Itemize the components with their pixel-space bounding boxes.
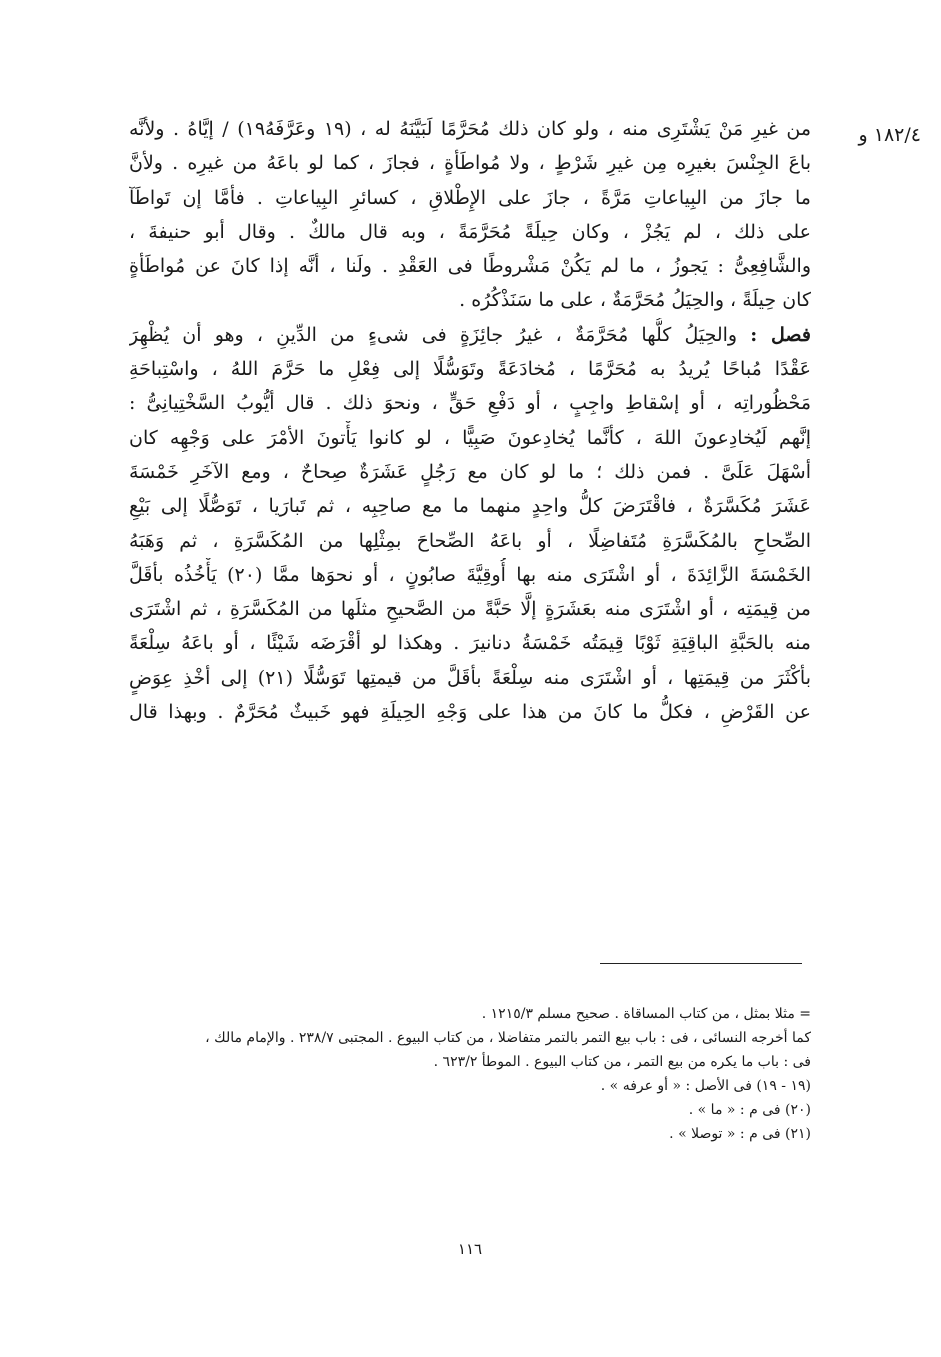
text-line: الخَمْسَةَ الزَّائِدَةَ ، أو اشْتَرَى منه بها أُوقِيَّةَ صابُونٍ ، أو نحوَها ممَّا (٢٠) يَأْخُذُه بأقَلَّ [129, 563, 811, 586]
footnote: (١٩ - ١٩) فى الأصل : « أو عرفه » . [600, 1078, 811, 1094]
text-line: والشَّافِعِىُّ : يَجوزُ ، ما لم يَكُنْ مَشْروطًا فى العَقْدِ . ولَنا ، أنَّه إذا كانَ عن مُواطَأةٍ [129, 255, 811, 278]
section-heading: فصل : [750, 323, 811, 346]
text-line: من قِيمَتِه ، أو اشْتَرَى منه بعَشَرَةٍ إلَّا حَبَّةً من الصَّحيحِ مثلَها من المُكَسَّرَةِ ، ثم اشْتَرَى [129, 598, 811, 621]
paragraph-2 [129, 318, 811, 730]
text-line-content: والحِيَلُ كلُّها مُحَرَّمَةٌ ، غيرُ جائِزَةٍ فى شىءٍ من الدِّينِ ، وهو أن يُظْهِرَ [129, 323, 738, 346]
footnote: (٢٠) فى م : « ما » . [688, 1102, 811, 1118]
paragraph-1 [129, 112, 811, 318]
text-line: كان حِيلَةً ، والحِيَلُ مُحَرَّمَةٌ ، على ما سَنَذْكُرُه . [459, 289, 811, 312]
footnotes [121, 1002, 811, 1146]
margin-reference: ١٨٢/٤ و [858, 124, 921, 146]
text-line: أسْهَلَ عَلَىَّ . فمن ذلك ؛ ما لو كان مع رَجُلٍ عَشَرَةٌ صِحاحٌ ، ومع الآخَرِ خَمْسَةَ [129, 460, 811, 483]
text-line: عَشَرَ مُكَسَّرَةٌ ، فاقْتَرَضَ كلُّ واحِدٍ منهما ما مع صاحِبِه ، ثم تَبارَيا ، تَوَصُّلًا إلى بَيْعِ [129, 495, 811, 518]
text-line: إنَّهم لَيُخادِعونَ اللهَ ، كأنَّما يُخادِعونَ صَبِيًّا ، لو كانوا يَأْتونَ الأمْرَ على وَجْهِه كان [129, 426, 811, 449]
text-line: على ذلك ، لم يَجُزْ ، وكان حِيلَةً مُحَرَّمَةً ، وبه قال مالكٌ . وقال أبو حنيفةَ ، [129, 220, 811, 243]
footnote-separator [600, 963, 802, 964]
footnote: (٢١) فى م : « توصلا » . [669, 1126, 811, 1142]
page-number: ١١٦ [457, 1240, 483, 1258]
text-line: ما جازَ من البِياعاتِ مَرَّةً ، جازَ على الإِطْلاقِ ، كسائرِ البِياعاتِ . فأمَّا إن تَواطَآ [129, 186, 811, 209]
text-line: عَقْدًا مُباحًا يُريدُ به مُحَرَّمًا ، مُخادَعَةً وتَوَسُّلًا إلى فِعْلِ ما حَرَّمَ اللهُ ، واسْتِباحَةِ [129, 358, 811, 381]
footnote: = مثلا بمثل ، من كتاب المساقاة . صحيح مسلم ١٢١٥/٣ . [481, 1006, 811, 1022]
text-line: الصِّحاحِ بالمُكَسَّرَةِ مُتَفاضِلًا ، أو باعَهُ الصِّحاحَ بمِثْلِها من المُكَسَّرَةِ ، ثم وَهَبَهُ [129, 529, 811, 552]
main-text [129, 112, 811, 729]
text-line [129, 318, 811, 352]
text-line: عن القَرْضِ ، فكلُّ ما كانَ من هذا على وَجْهِ الحِيلَةِ فهو خَبيثٌ مُحَرَّمٌ . وبهذا قال [129, 701, 811, 724]
footnote: فى : باب ما يكره من بيع التمر ، من كتاب البيوع . الموطأ ٦٢٣/٢ . [433, 1054, 811, 1070]
text-line: مَحْظُوراتِه ، أو إسْقاطِ واجِبٍ ، أو دَفْعِ حَقٍّ ، ونحوَ ذلك . قال أيُّوبُ السَّخْتِيانِىُّ : [129, 392, 811, 415]
text-line: باعَ الجِنْسَ بغيرِه مِن غيرِ شَرْطٍ ، ولا مُواطَأةٍ ، فجازَ ، كما لو باعَهُ من غيرِه . ولأنَّ [129, 152, 811, 175]
text-line: بأكْثَرَ من قِيمَتِها ، أو اشْتَرَى منه سِلْعَةً بأقَلَّ من قيمتِها تَوَسُّلًا (٢١) إلى أخْذِ عِوَضٍ [129, 666, 811, 689]
text-line: منه بالحَبَّةِ الباقِيَةِ ثَوْبًا قِيمَتُه خَمْسَةُ دنانيرَ . وهكذا لو أقْرَضَه شَيْئًا ، أو باعَهُ سِلْعَةً [129, 632, 811, 655]
footnote: كما أخرجه النسائى ، فى : باب بيع التمر بالتمر متفاضلا ، من كتاب البيوع . المجتبى ٢٣٨/٧ . والإمام مالك ، [205, 1030, 811, 1046]
text-line: من غيرِ مَنْ يَشْتَرِى منه ، ولو كان ذلك مُحَرَّمًا لَبَيَّنَهُ له ، (١٩ وعَرَّفَهُ١٩) / إيَّاهُ . ولأنَّه [129, 118, 811, 140]
